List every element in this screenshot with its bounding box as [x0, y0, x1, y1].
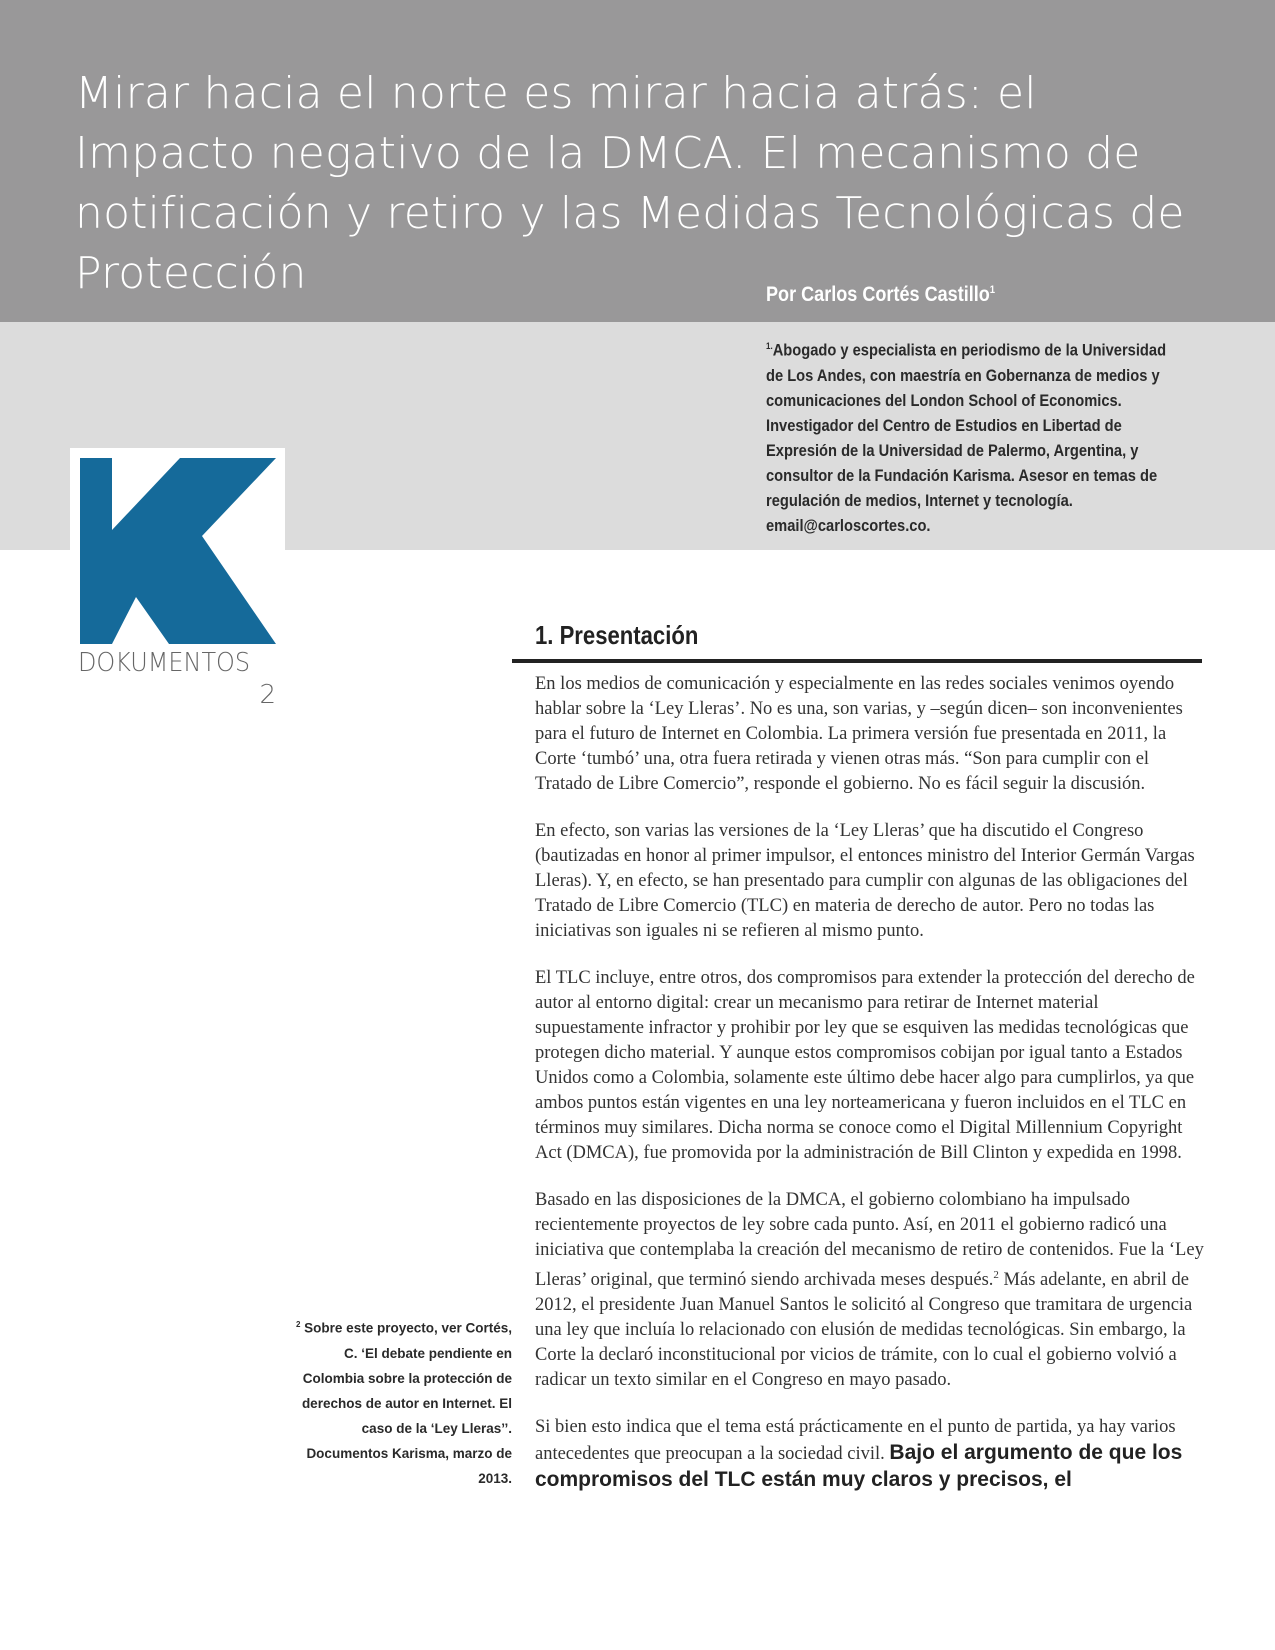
- author-bio: [766, 334, 1167, 539]
- logo-number: 2: [259, 680, 276, 710]
- bio-footnote-mark: 1.: [766, 341, 773, 351]
- side-footnote: [290, 1312, 512, 1491]
- paragraph-4-part-a: Basado en las disposiciones de la DMCA, el gobierno colombiano ha impulsado recientemente proyectos de ley sobre cada punto. Así, en 2011 el gobierno radicó una iniciativa que contemplaba la creación del mecanismo de retiro de contenidos. Fue la ‘Ley Lleras’ original, que terminó siendo archivada meses después.: [535, 1190, 1204, 1291]
- side-footnote-text: Sobre este proyecto, ver Cortés, C. ‘El debate pendiente en Colombia sobre la protección de derechos de autor en Internet. El caso de la ‘Ley Lleras’’. Documentos Karisma, marzo de 2013.: [301, 1320, 512, 1486]
- paragraph-4-part-b: Más adelante, en abril de 2012, el presidente Juan Manuel Santos le solicitó al Congreso que tramitara de urgencia una ley que incluía lo relacionado con elusión de medidas tecnológicas. Sin embargo, la Corte la declaró inconstitucional por vicios de trámite, con lo cual el gobierno volvió a radicar un texto similar en el Congreso en mayo pasado.: [535, 1270, 1193, 1391]
- section-divider: [512, 659, 1202, 663]
- footnote-reference-2: 2: [993, 1269, 999, 1281]
- author-name: Por Carlos Cortés Castillo: [766, 283, 990, 306]
- paragraph-2: En efecto, son varias las versiones de la ‘Ley Lleras’ que ha discutido el Congreso (bautizadas en honor al primer impulsor, el entonces ministro del Interior Germán Vargas Lleras). Y, en efecto, se han presentado para cumplir con algunas de las obligaciones del Tratado de Libre Comercio (TLC) en materia de derecho de autor. Pero no todas las iniciativas son iguales ni se refieren al mismo punto.: [535, 821, 1195, 941]
- author-byline: [766, 283, 995, 307]
- paragraph-5: [535, 1415, 1205, 1494]
- bio-text: Abogado y especialista en periodismo de la Universidad de Los Andes, con maestría en Gobernanza de medios y comunicaciones del London School of Economics. Investigador del Centro de Estudios en Libertad de Expresión de la Universidad de Palermo, Argentina, y consultor de la Fundación Karisma. Asesor en temas de regulación de medios, Internet y tecnología. email@carloscortes.co.: [766, 341, 1167, 535]
- section-title: 1. Presentación: [535, 620, 699, 650]
- paragraph-5-part-a: Si bien esto indica que el tema está prácticamente en el punto de partida, ya hay varios antecedentes que preocupan a la sociedad civil.: [535, 1417, 1176, 1465]
- paragraph-5-bold: Bajo el argumento de que los compromisos del TLC están muy claros y precisos, el: [535, 1441, 1183, 1492]
- k-logo-shape: [80, 458, 276, 644]
- body-text: [535, 672, 1205, 1516]
- paragraph-3: El TLC incluye, entre otros, dos compromisos para extender la protección del derecho de autor al entorno digital: crear un mecanismo para retirar de Internet material supuestamente infractor y prohibir por ley que se esquiven las medidas tecnológicas que protegen dicho material. Y aunque estos compromisos cobijan por igual tanto a Estados Unidos como a Colombia, solamente este último debe hacer algo para cumplirlos, ya que ambos puntos están vigentes en una ley norteamericana y fueron incluidos en el TLC en términos muy similares. Dicha norma se conoce como el Digital Millennium Copyright Act (DMCA), fue promovida por la administración de Bill Clinton y expedida en 1998.: [535, 968, 1195, 1163]
- paragraph-1: En los medios de comunicación y especialmente en las redes sociales venimos oyendo hablar sobre la ‘Ley Lleras’. No es una, son varias, y –según dicen– son inconvenientes para el futuro de Internet en Colombia. La primera versión fue presentada en 2011, la Corte ‘tumbó’ una, otra fuera retirada y vienen otras más. “Son para cumplir con el Tratado de Libre Comercio”, responde el gobierno. No es fácil seguir la discusión.: [535, 674, 1183, 794]
- side-footnote-mark: 2: [295, 1320, 301, 1329]
- k-logo-icon: [80, 458, 276, 644]
- author-footnote-mark: 1: [989, 284, 996, 296]
- logo-label: DOKUMENTOS: [78, 648, 251, 678]
- document-title: Mirar hacia el norte es mirar hacia atrás: el Impacto negativo de la DMCA. El mecanismo de notificación y retiro y las Medidas Tecnológicas de Protección: [75, 68, 1185, 299]
- paragraph-4: [535, 1188, 1205, 1393]
